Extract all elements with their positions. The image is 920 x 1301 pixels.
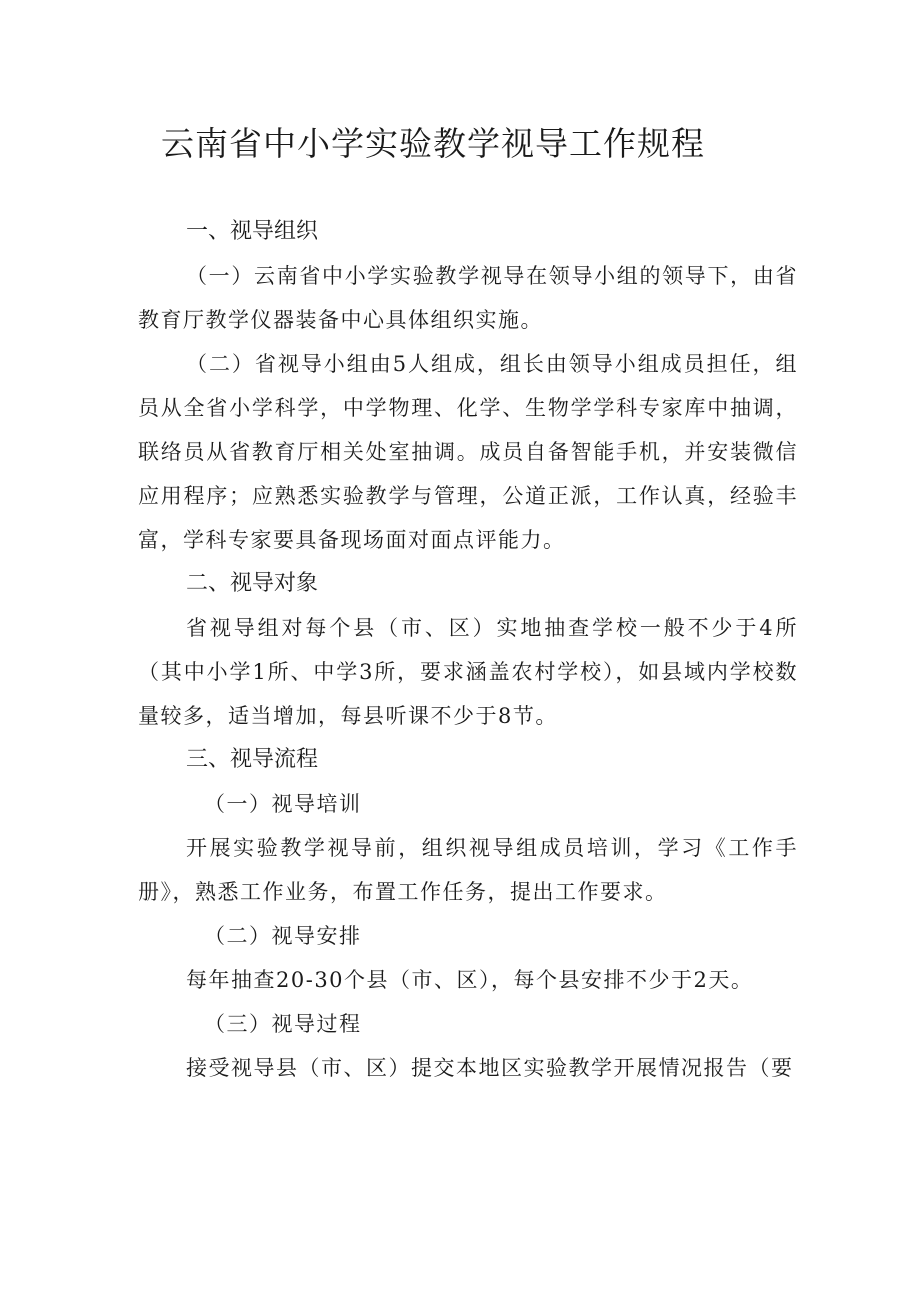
section-heading-process: 三、视导流程 [186, 747, 319, 772]
paragraph: 省视导组对每个县（市、区）实地抽查学校一般不少于4所（其中小学1所、中学3所，要求涵盖农村学校），如县域内学校数量较多，适当增加，每县听课不少于8节。 [138, 616, 798, 728]
paragraph: 接受视导县（市、区）提交本地区实验教学开展情况报告（要 [186, 1056, 794, 1080]
subsection-label-training: （一）视导培训 [204, 792, 362, 816]
section-heading-targets: 二、视导对象 [186, 571, 319, 596]
paragraph: 每年抽查20-30个县（市、区），每个县安排不少于2天。 [186, 968, 754, 992]
document-title: 云南省中小学实验教学视导工作规程 [161, 124, 705, 163]
subsection-label-schedule: （二）视导安排 [204, 924, 362, 948]
paragraph: 开展实验教学视导前，组织视导组成员培训，学习《工作手册》，熟悉工作业务，布置工作任务，提出工作要求。 [138, 836, 798, 904]
subsection-label-procedure: （三）视导过程 [204, 1012, 362, 1036]
paragraph: （一）云南省中小学实验教学视导在领导小组的领导下，由省教育厅教学仪器装备中心具体组织实施。 [138, 264, 798, 332]
paragraph: （二）省视导小组由5人组成，组长由领导小组成员担任，组员从全省小学科学，中学物理、化学、生物学学科专家库中抽调，联络员从省教育厅相关处室抽调。成员自备智能手机，并安装微信应用程序；应熟悉实验教学与管理，公道正派，工作认真，经验丰富，学科专家要具备现场面对面点评能力。 [138, 352, 798, 552]
document-body [138, 210, 798, 1090]
section-heading-organization: 一、视导组织 [186, 219, 319, 244]
